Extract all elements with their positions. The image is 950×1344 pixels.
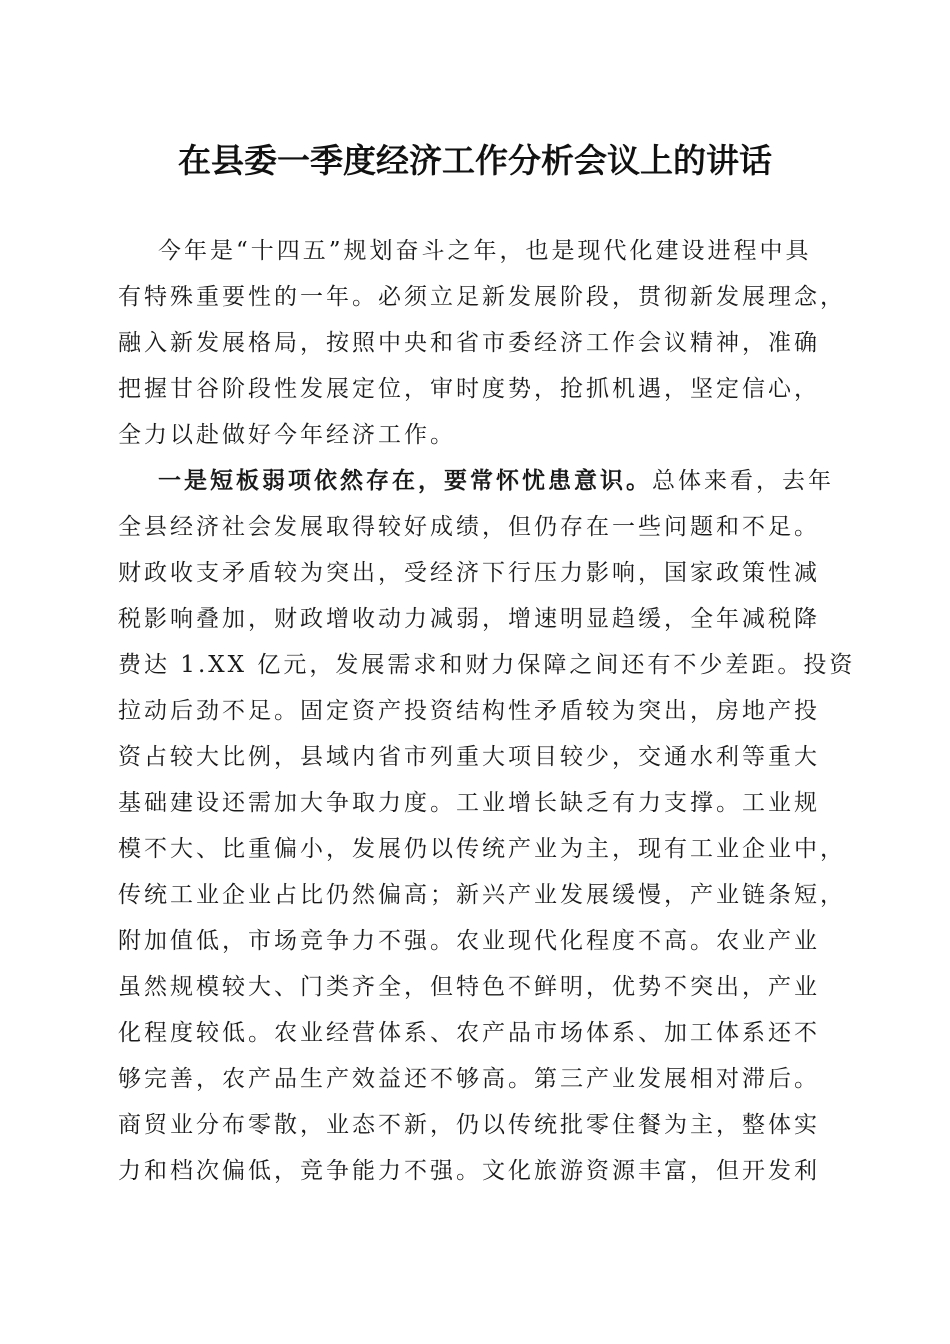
text-line: [118, 458, 834, 504]
text-line: 够完善，农产品生产效益还不够高。第三产业发展相对滞后。: [118, 1066, 820, 1092]
paragraph-intro: [118, 228, 846, 458]
text-line: 附加值低，市场竞争力不强。农业现代化程度不高。农业产业: [118, 928, 820, 954]
paragraph-lead-heading: 一是短板弱项依然存在，要常怀忧患意识。: [158, 467, 652, 494]
text-line: 拉动后劲不足。固定资产投资结构性矛盾较为突出，房地产投: [118, 698, 820, 724]
text-line: 虽然规模较大、门类齐全，但特色不鲜明，优势不突出，产业: [118, 974, 820, 1000]
text-line: 全力以赴做好今年经济工作。: [118, 422, 456, 448]
text-line: 有特殊重要性的一年。必须立足新发展阶段，贯彻新发展理念，: [118, 284, 846, 310]
paragraph-shortcomings: [118, 458, 856, 1194]
text-line: 融入新发展格局，按照中央和省市委经济工作会议精神，准确: [118, 330, 820, 356]
text-line: 传统工业企业占比仍然偏高；新兴产业发展缓慢，产业链条短，: [118, 882, 846, 908]
text-line: 化程度较低。农业经营体系、农产品市场体系、加工体系还不: [118, 1020, 820, 1046]
text-line: 把握甘谷阶段性发展定位，审时度势，抢抓机遇，坚定信心，: [118, 376, 820, 402]
text-line: 今年是“十四五”规划奋斗之年，也是现代化建设进程中具: [158, 238, 812, 264]
text-line: 财政收支矛盾较为突出，受经济下行压力影响，国家政策性减: [118, 560, 820, 586]
text-line: 费达 1.XX 亿元，发展需求和财力保障之间还有不少差距。投资: [118, 652, 856, 678]
text-line: 模不大、比重偏小，发展仍以传统产业为主，现有工业企业中，: [118, 836, 846, 862]
text-line: 全县经济社会发展取得较好成绩，但仍存在一些问题和不足。: [118, 514, 820, 540]
paragraph-lead-rest: 总体来看，去年: [652, 468, 834, 494]
text-line: 商贸业分布零散，业态不新，仍以传统批零住餐为主，整体实: [118, 1112, 820, 1138]
text-line: 力和档次偏低，竞争能力不强。文化旅游资源丰富，但开发利: [118, 1158, 820, 1184]
document-title: 在县委一季度经济工作分析会议上的讲话: [178, 141, 772, 180]
text-line: 资占较大比例，县域内省市列重大项目较少，交通水利等重大: [118, 744, 820, 770]
text-line: 税影响叠加，财政增收动力减弱，增速明显趋缓，全年减税降: [118, 606, 820, 632]
text-line: 基础建设还需加大争取力度。工业增长缺乏有力支撑。工业规: [118, 790, 820, 816]
document-body: [118, 228, 856, 1194]
